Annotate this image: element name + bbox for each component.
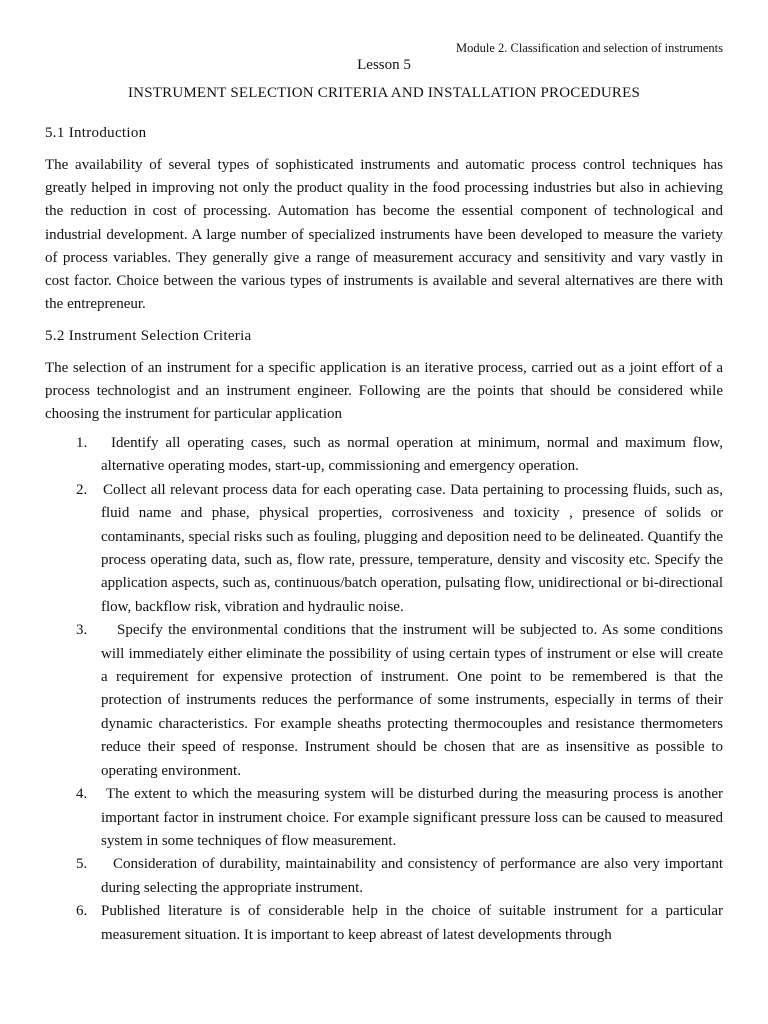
running-header: Module 2. Classification and selection of instruments xyxy=(456,41,723,55)
paragraph-introduction: The availability of several types of sophisticated instruments and automatic process control techniques has greatly helped in improving not only the product quality in the food processing industries but also in achieving the reduction in cost of processing. Automation has become the essential component of technological and industrial development. A large number of specialized instruments have been developed to measure the variety of process variables. They generally give a range of measurement accuracy and sensitivity and vary vastly in cost factor. Choice between the various types of instruments is available and several alternatives are there with the entrepreneur. xyxy=(45,157,723,313)
list-item-number: 2. xyxy=(76,481,88,498)
list-item-number: 6. xyxy=(76,903,88,920)
list-item-text: Collect all relevant process data for each operating case. Data pertaining to processing fluids, such as, fluid name and phase, physical properties, corrosiveness and toxicity , presence of solids or contaminants, special risks such as fouling, plugging and deposition need to be delineated. Quantify the process operating data, such as, flow rate, pressure, temperature, density and viscosity etc. Specify the application aspects, such as, continuous/batch operation, pulsating flow, unidirectional or bi-directional flow, backflow risk, vibration and hydraulic noise. xyxy=(101,481,723,615)
list-item-number: 3. xyxy=(76,622,88,639)
list-item-text: Identify all operating cases, such as normal operation at minimum, normal and maximum flow, alternative operating modes, start-up, commissioning and emergency operation. xyxy=(101,435,723,475)
list-item xyxy=(45,853,723,900)
section-heading-selection-criteria: 5.2 Instrument Selection Criteria xyxy=(45,328,252,344)
list-item xyxy=(45,619,723,783)
paragraph-selection-criteria: The selection of an instrument for a specific application is an iterative process, carried out as a joint effort of a process technologist and an instrument engineer. Following are the points that should be considered while choosing the instrument for particular application xyxy=(45,360,723,423)
list-item-number: 4. xyxy=(76,786,88,803)
lesson-number: Lesson 5 xyxy=(357,57,411,73)
list-item xyxy=(45,432,723,479)
list-item-text: Consideration of durability, maintainability and consistency of performance are also very important during selecting the appropriate instrument. xyxy=(101,856,723,896)
section-heading-introduction: 5.1 Introduction xyxy=(45,125,147,141)
list-item-number: 5. xyxy=(76,856,88,873)
list-item-text: The extent to which the measuring system will be disturbed during the measuring process is another important factor in instrument choice. For example significant pressure loss can be caused to measured system in some techniques of flow measurement. xyxy=(101,786,723,849)
list-item xyxy=(45,479,723,619)
list-item-text: Published literature is of considerable help in the choice of suitable instrument for a particular measurement situation. It is important to keep abreast of latest developments through xyxy=(101,903,723,943)
list-item xyxy=(45,900,723,947)
list-item-text: Specify the environmental conditions that the instrument will be subjected to. As some conditions will immediately either eliminate the possibility of using certain types of instrument or else will create a requirement for expensive protection of instrument. One point to be remembered is that the protection of instruments reduces the performance of some instruments, especially in terms of their dynamic characteristics. For example sheaths protecting thermocouples and resistance thermometers reduce their speed of response. Instrument should be chosen that are as insensitive as possible to operating environment. xyxy=(101,622,723,779)
list-item xyxy=(45,783,723,853)
criteria-list xyxy=(45,432,723,947)
list-item-number: 1. xyxy=(76,435,88,451)
document-title: INSTRUMENT SELECTION CRITERIA AND INSTALLATION PROCEDURES xyxy=(127,85,640,101)
